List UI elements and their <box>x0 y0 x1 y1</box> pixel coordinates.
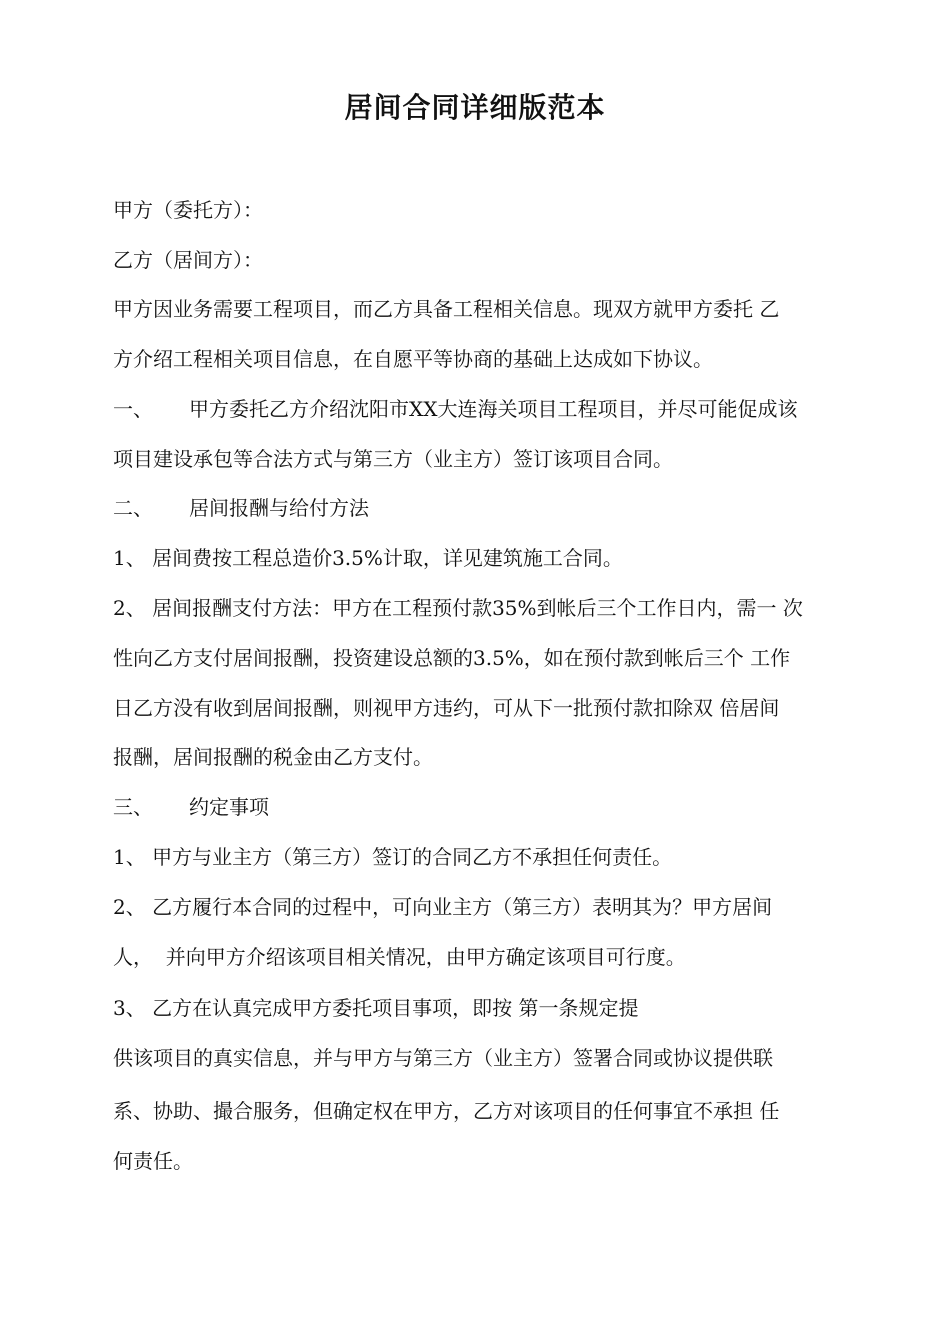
section-3-item-3-line-2: 供该项目的真实信息，并与甲方与第三方（业主方）签署合同或协议提供联 <box>113 1046 773 1070</box>
party-b-label: 乙方（居间方）： <box>113 248 263 272</box>
section-2-heading-line <box>113 493 369 523</box>
section-1-line-1 <box>113 394 797 424</box>
intro-line-1: 甲方因业务需要工程项目，而乙方具备工程相关信息。现双方就甲方委托 乙 <box>113 297 780 321</box>
section-3-number: 三、 <box>113 795 153 819</box>
intro-line-2: 方介绍工程相关项目信息，在自愿平等协商的基础上达成如下协议。 <box>113 347 713 371</box>
document-title: 居间合同详细版范本 <box>344 91 606 124</box>
section-1-line-2: 项目建设承包等合法方式与第三方（业主方）签订该项目合同。 <box>113 447 673 471</box>
party-a-label: 甲方（委托方）： <box>113 198 263 222</box>
section-3-heading: 约定事项 <box>189 795 269 819</box>
section-3-item-3-line-3: 系、协助、撮合服务，但确定权在甲方，乙方对该项目的任何事宜不承担 任 <box>113 1099 780 1123</box>
section-3-item-3-line-1: 3、 乙方在认真完成甲方委托项目事项，即按 第一条规定提 <box>113 996 639 1020</box>
section-3-item-2-line-2: 人， 并向甲方介绍该项目相关情况，由甲方确定该项目可行度。 <box>113 945 686 969</box>
section-2-item-1: 1、 居间费按工程总造价3.5%计取，详见建筑施工合同。 <box>113 546 623 570</box>
section-1-text: 甲方委托乙方介绍沈阳市XX大连海关项目工程项目，并尽可能促成该 <box>189 397 798 421</box>
section-3-item-3-line-4: 何责任。 <box>113 1149 193 1173</box>
section-2-item-2-line-2: 性向乙方支付居间报酬，投资建设总额的3.5%，如在预付款到帐后三个 工作 <box>113 646 791 670</box>
section-3-item-2-line-1: 2、 乙方履行本合同的过程中，可向业主方（第三方）表明其为？甲方居间 <box>113 895 773 919</box>
section-2-item-2-line-4: 报酬，居间报酬的税金由乙方支付。 <box>113 745 433 769</box>
section-2-item-2-line-3: 日乙方没有收到居间报酬，则视甲方违约，可从下一批预付款扣除双 倍居间 <box>113 696 780 720</box>
section-3-item-1: 1、 甲方与业主方（第三方）签订的合同乙方不承担任何责任。 <box>113 845 673 869</box>
section-2-number: 二、 <box>113 496 153 520</box>
section-2-item-2-line-1: 2、 居间报酬支付方法：甲方在工程预付款35%到帐后三个工作日内，需一 次 <box>113 596 803 620</box>
section-1-number: 一、 <box>113 397 153 421</box>
section-2-heading: 居间报酬与给付方法 <box>189 496 369 520</box>
section-3-heading-line <box>113 792 269 822</box>
